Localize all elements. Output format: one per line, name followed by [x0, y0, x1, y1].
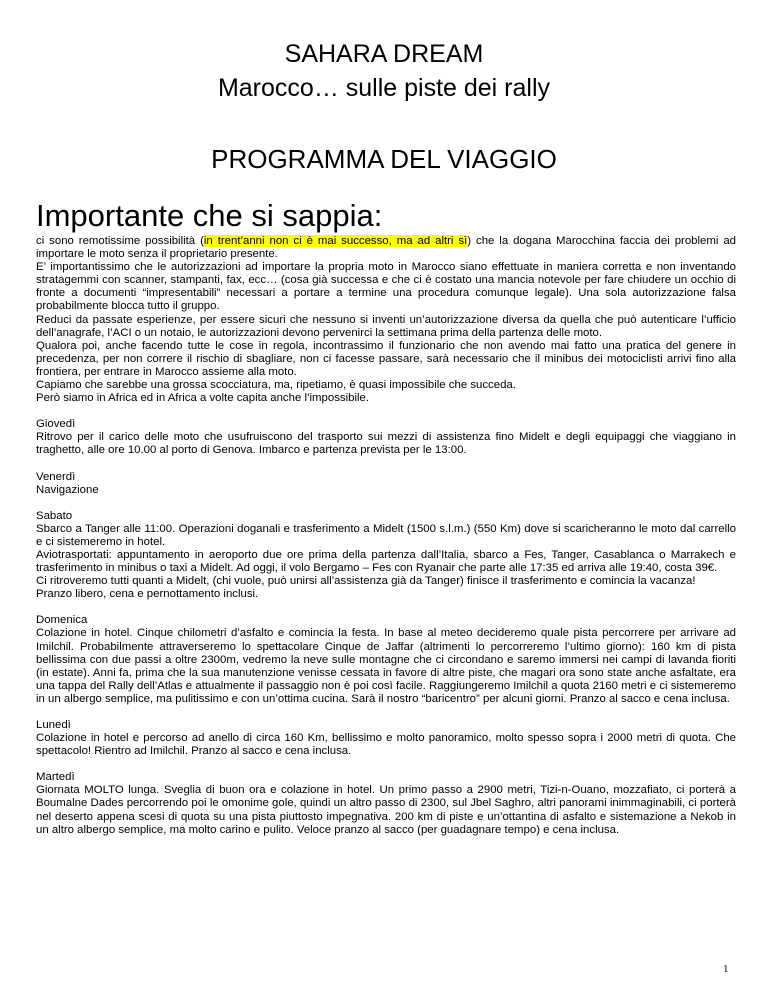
- day-section-sabato: [36, 510, 736, 602]
- day-paragraph: Aviotrasportati: appuntamento in aeroporto due ore prima della partenza dall’Italia, sbarco a Fes, Tanger, Casablanca o Marrakech e trasferimento in minibus o taxi a Midelt. Ad oggi, il volo Bergamo – Fes con Ryanair che parte alle 17:35 ed arriva alle 19:40, costa 39€.: [36, 548, 736, 575]
- day-paragraph: Ritrovo per il carico delle moto che usufruiscono del trasporto sui mezzi di assistenza fino Midelt e degli equipaggi che viaggiano in traghetto, alle ore 10.00 al porto di Genova. Imbarco e partenza prevista per le 13:00.: [36, 431, 736, 457]
- intro-paragraph-3: Reduci da passate esperienze, per essere sicuri che nessuno si inventi un’autorizzazione diversa da quella che può autenticare l’ufficio dell’anagrafe, l’ACI o un notaio, le autorizzazioni devono pervenirci la settimana prima della partenza delle moto.: [36, 313, 736, 339]
- day-heading: Martedì: [36, 771, 75, 784]
- intro-paragraph-2: E’ importantissimo che le autorizzazioni ad importare la propria moto in Marocco siano effettuate in maniera corretta e non inventando stratagemmi con scanner, stampanti, fax, ecc… (cosa già successa e che ci è costato una mancia notevole per fare chiudere un occhio di fronte a documenti “impresentabili” necessari a portare a termine una procedura comunque legale). Una sola autorizzazione falsa probabilmente blocca tutto il gruppo.: [36, 261, 736, 313]
- program-title: PROGRAMMA DEL VIAGGIO: [211, 144, 557, 174]
- document-body: [36, 235, 736, 837]
- highlighted-text: in trent’anni non ci è mai successo, ma ad altri sì: [203, 235, 468, 247]
- day-heading: Sabato: [36, 509, 73, 522]
- intro-paragraph-1: [36, 235, 736, 261]
- day-heading: Lunedì: [36, 719, 71, 731]
- day-section-lunedi: [36, 719, 736, 758]
- intro-p1-after: ) che la dogana Marocchina faccia dei problemi ad importare le moto senza il proprietario presente.: [36, 235, 736, 261]
- day-section-giovedi: [36, 418, 736, 457]
- day-paragraph: Navigazione: [36, 483, 99, 496]
- day-section-martedi: [36, 771, 736, 836]
- day-paragraph: Colazione in hotel e percorso ad anello di circa 160 Km, bellissimo e molto panoramico, molto spesso sopra i 2000 metri di quota. Che spettacolo! Rientro ad Imilchil. Pranzo al sacco e cena inclusa.: [36, 732, 736, 758]
- intro-p1-before: ci sono remotissime possibilità (: [36, 235, 204, 247]
- day-heading: Giovedì: [36, 418, 76, 431]
- day-paragraph: Sbarco a Tanger alle 11:00. Operazioni doganali e trasferimento a Midelt (1500 s.l.m.) (550 Km) dove si scaricheranno le moto dal carrello e ci sistemeremo in hotel.: [36, 522, 736, 548]
- intro-paragraph-4: Qualora poi, anche facendo tutte le cose in regola, incontrassimo il funzionario che non avendo mai fatto una pratica del genere in precedenza, per non correre il rischio di sbagliare, non ci facesse passare, sarà necessario che il minibus dei motociclisti arrivi fino alla frontiera, per entrare in Marocco assieme alla moto.: [36, 339, 736, 378]
- day-paragraph: Ci ritroveremo tutti quanti a Midelt, (chi vuole, può unirsi all’assistenza già da Tanger) finisce il trasferimento e comincia la vacanza!: [36, 575, 696, 588]
- day-section-venerdi: [36, 471, 736, 497]
- document-subtitle: Marocco… sulle piste dei rally: [217, 74, 551, 102]
- document-title: SAHARA DREAM: [284, 40, 484, 68]
- day-heading: Venerdì: [36, 470, 76, 483]
- intro-paragraph-6: Però siamo in Africa ed in Africa a volte capita anche l’impossibile.: [36, 392, 370, 405]
- title-block: [0, 37, 768, 105]
- day-paragraph: Colazione in hotel. Cinque chilometri d’asfalto e comincia la festa. In base al meteo decideremo quale pista percorrere per arrivare ad Imilchil. Probabilmente attraverseremo lo spettacolare Cinque de Jaffar (altrimenti lo percorreremo l’ultimo giorno): 160 km di pista bellissima con due passi a oltre 2300m, vedremo la neve sulle montagne che ci circondano e saremo immersi nei campi di lavanda fioriti (in estate). Anni fa, prima che la sua manutenzione venisse cessata in favore di altre piste, che magari ora sono state anche asfaltate, era una tappa del Rally dell’Atlas e attualmente il passaggio non è poi così facile. Raggiungeremo Imilchil a quota 2160 metri e ci sistemeremo in un albergo semplice, ma pulitissimo e con un’ottima cucina. Sarà il nostro “baricentro” per alcuni giorni. Pranzo al sacco e cena inclusa.: [36, 627, 736, 705]
- day-paragraph: Giornata MOLTO lunga. Sveglia di buon ora e colazione in hotel. Un primo passo a 2900 metri, Tizi-n-Ouano, mozzafiato, ci porterà a Boumalne Dades percorrendo poi le omonime gole, quindi un altro passo di 2300, sul Jbel Saghro, altri panorami inimmaginabili, ci porterà nel deserto appena scesi di quota su una pista piuttosto impegnativa. 200 km di piste e un’ottantina di asfalto e sistemazione a Nekob in un altro albergo semplice, ma molto carino e pulito. Veloce pranzo al sacco (per guadagnare tempo) e cena inclusa.: [36, 784, 736, 836]
- intro-paragraph-5: Capiamo che sarebbe una grossa scocciatura, ma, ripetiamo, è quasi impossibile che succeda.: [36, 379, 516, 392]
- important-heading: Importante che si sappia:: [36, 198, 383, 233]
- day-section-domenica: [36, 614, 736, 706]
- day-heading: Domenica: [36, 614, 88, 627]
- page-number: 1: [723, 963, 729, 975]
- day-paragraph: Pranzo libero, cena e pernottamento inclusi.: [36, 588, 259, 601]
- intro-section: [36, 235, 736, 405]
